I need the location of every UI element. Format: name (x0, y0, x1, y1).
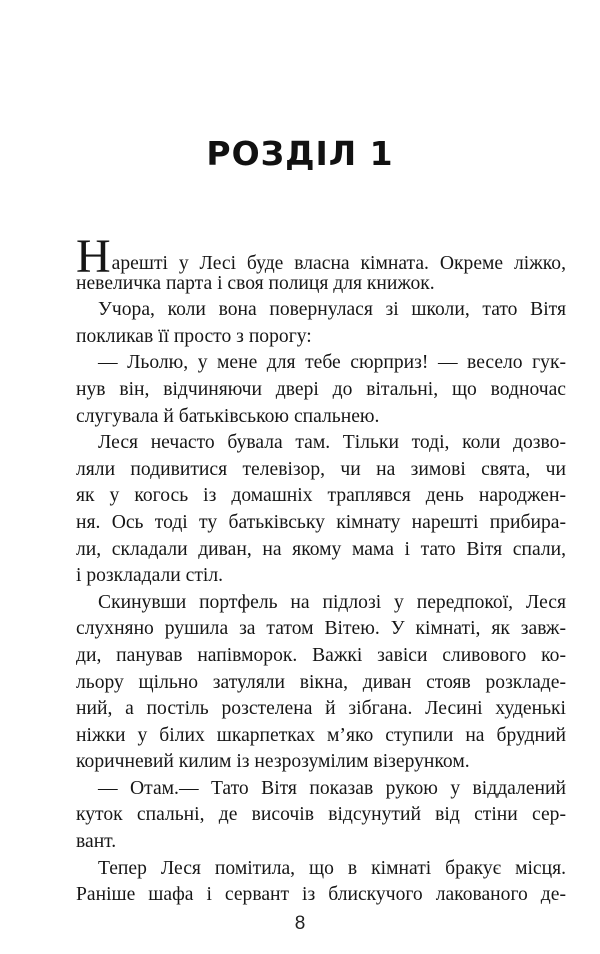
text-line: ня. Ось тоді ту батьківську кімнату нарешті прибира- (76, 511, 566, 533)
text-line: Раніше шафа і сервант із блискучого лакованого де- (76, 884, 566, 906)
text-line: вант. (76, 831, 117, 853)
page-number: 8 (294, 913, 306, 934)
text-line: і розкладали стіл. (76, 565, 224, 587)
text-line: Леся нечасто бувала там. Тільки тоді, коли дозво- (98, 432, 566, 454)
text-line: Скинувши портфель на підлозі у передпокої, Леся (98, 591, 566, 613)
text-line: покликав її просто з порогу: (76, 325, 312, 347)
text-line: ли, складали диван, на якому мама і тато Вітя спали, (76, 538, 566, 560)
text-line: ний, а постіль розстелена й зібгана. Лесині худенькі (76, 698, 566, 720)
text-line: невеличка парта і своя полиця для книжок. (76, 272, 435, 294)
chapter-title: РОЗДІЛ 1 (206, 134, 394, 173)
text-line: — Льолю, у мене для тебе сюрприз! — весело гук- (98, 352, 566, 374)
text-line: ніжки у білих шкарпетках м’яко ступили на брудний (76, 724, 566, 746)
text-line: — Отам.— Тато Вітя показав рукою у віддалений (98, 777, 566, 799)
text-line: куток спальні, де височів відсунутий від стіни сер- (76, 804, 566, 826)
text-line: льору щільно затуляли вікна, диван стояв розкладе- (76, 671, 566, 693)
text-line: слухняно рушила за татом Вітею. У кімнаті, як завж- (76, 618, 566, 640)
body-text (76, 230, 566, 909)
text-line: Тепер Леся помітила, що в кімнаті бракує місця. (98, 857, 566, 879)
text-line: як у когось із домашніх траплявся день народжен- (76, 485, 566, 507)
text-line: слугувала й батьківською спальнею. (76, 405, 380, 427)
text-line: ди, панував напівморок. Важкі завіси сливового ко- (76, 644, 566, 666)
text-line: нув він, відчиняючи двері до вітальні, що водночас (76, 378, 566, 400)
text-line: Учора, коли вона повернулася зі школи, тато Вітя (98, 299, 566, 321)
text-line: Нарешті у Лесі буде власна кімната. Окреме ліжко, (76, 230, 566, 283)
drop-cap: Н (76, 230, 111, 283)
text-line: ляли подивитися телевізор, чи на зимові свята, чи (76, 458, 566, 480)
text-line: коричневий килим із незрозумілим візерунком. (76, 751, 470, 773)
